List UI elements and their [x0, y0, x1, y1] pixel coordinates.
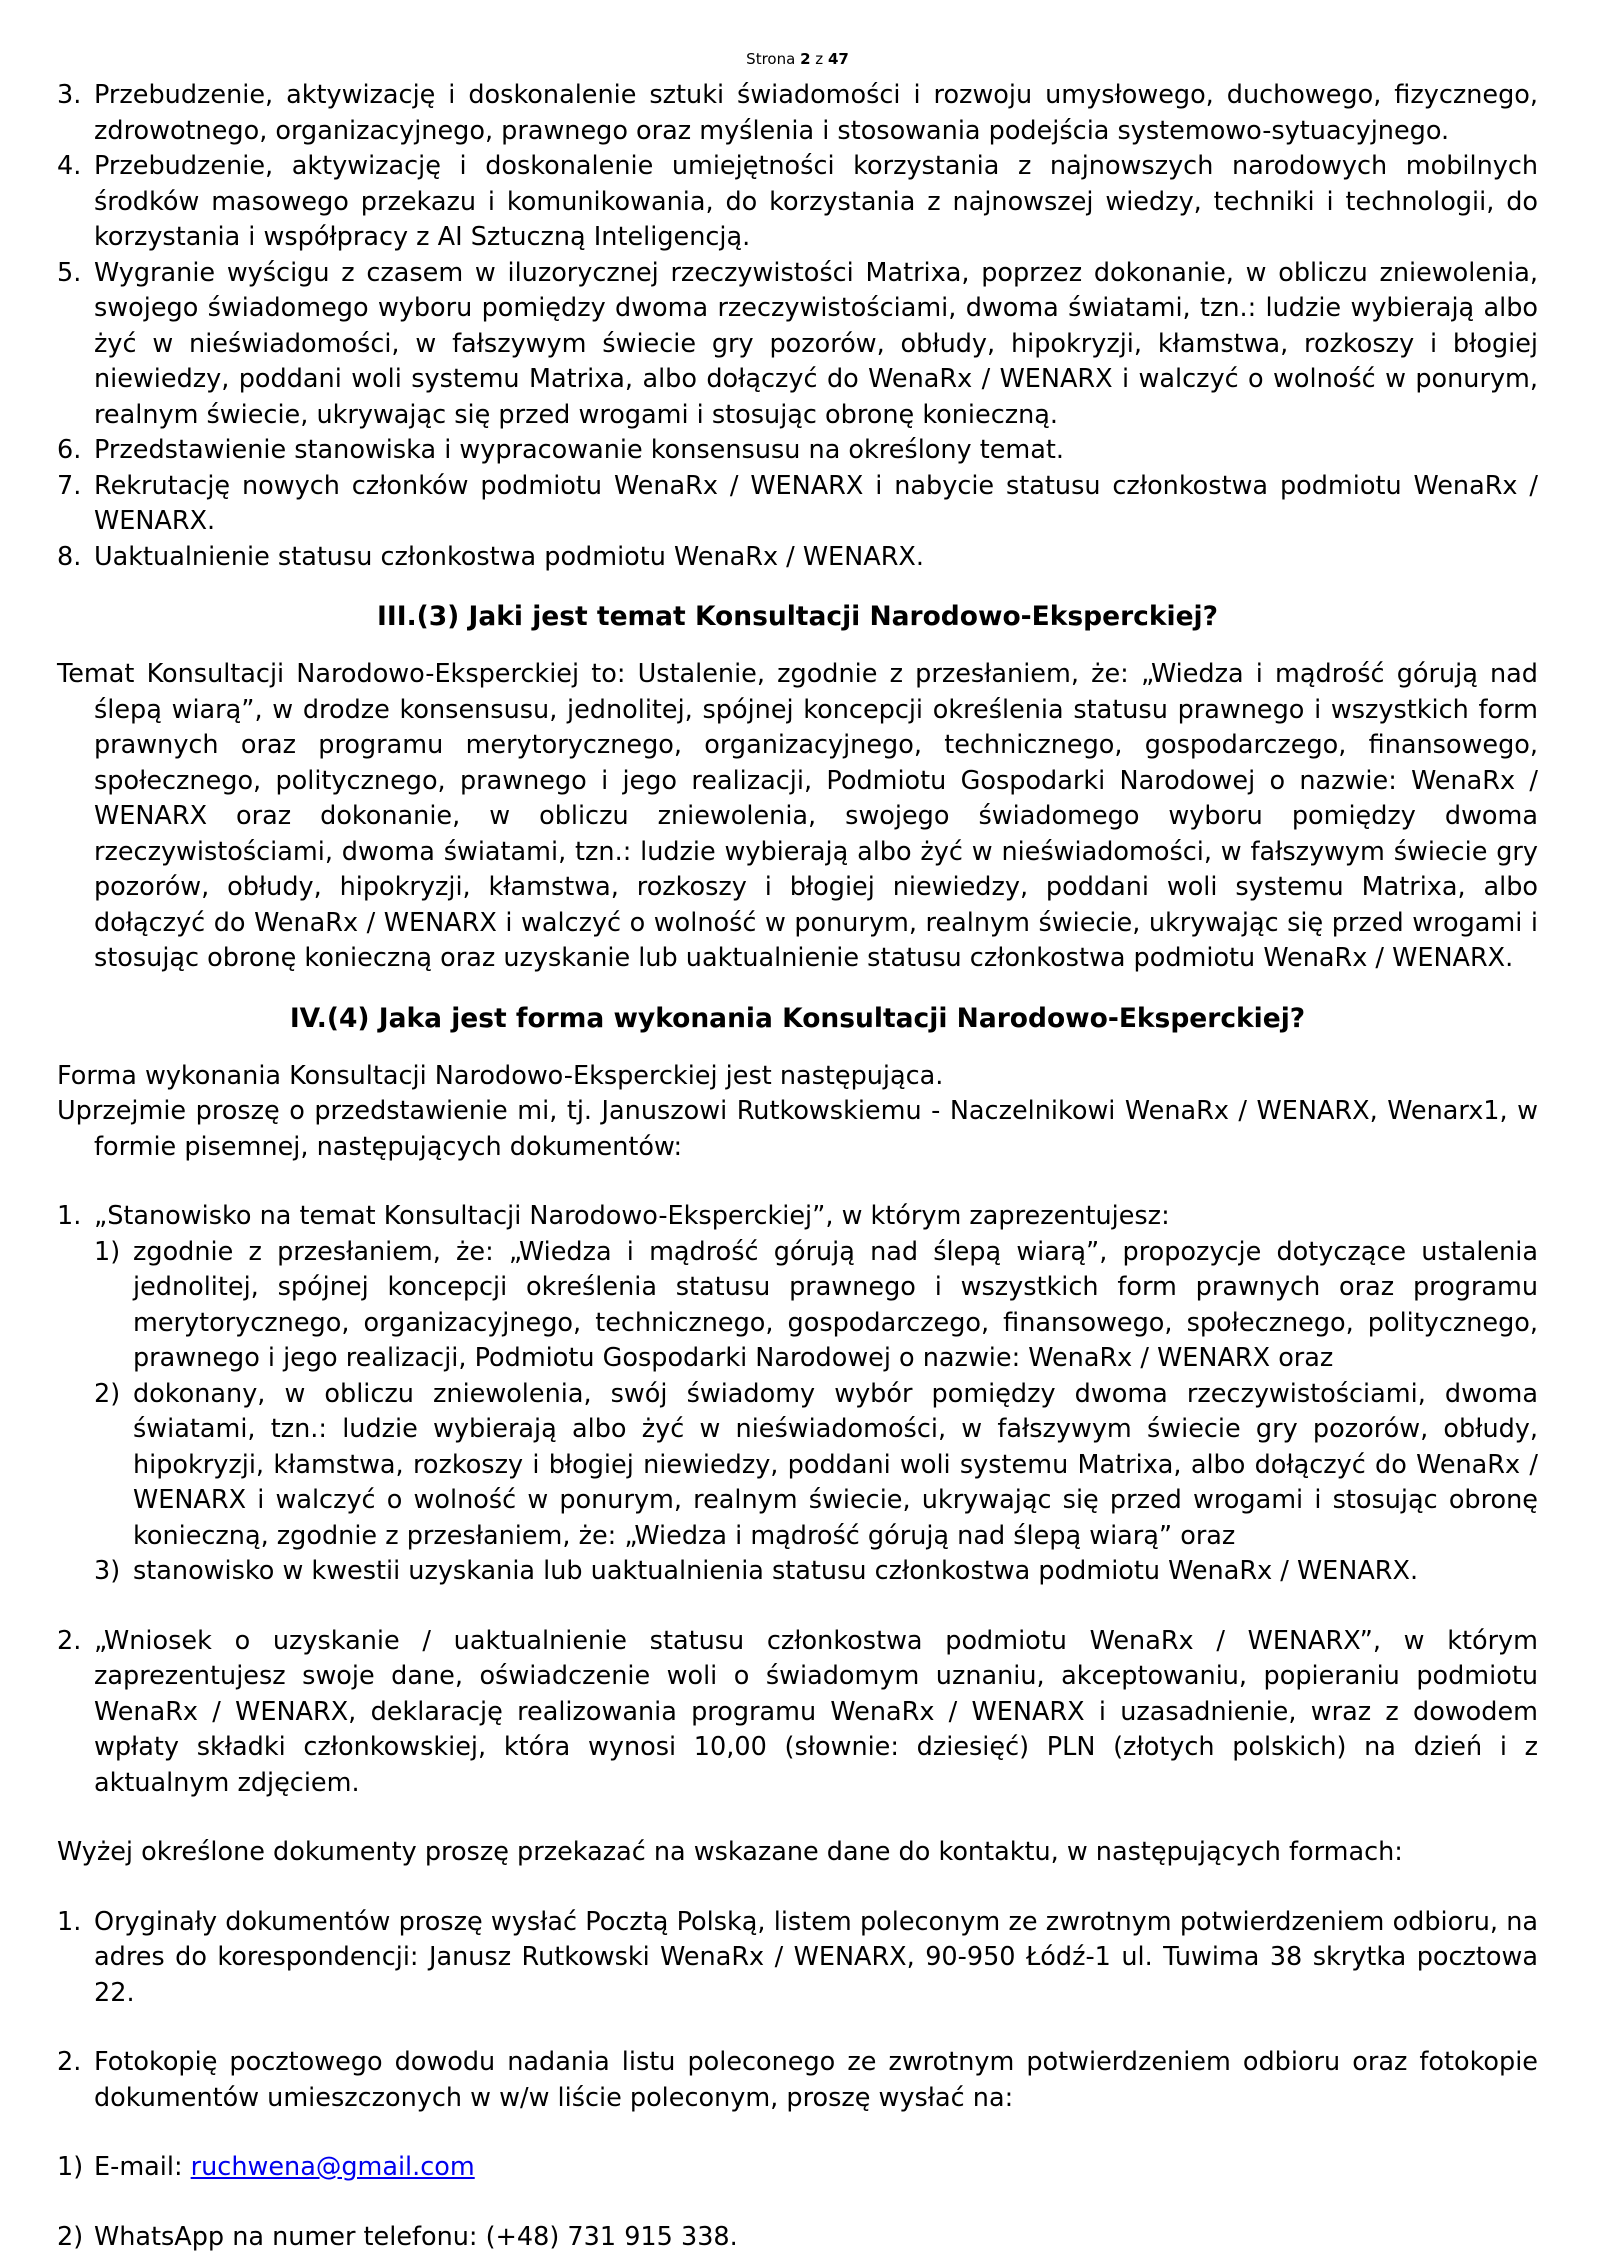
sub-list-item — [94, 1235, 1538, 1377]
spacer — [57, 1801, 1538, 1835]
spacer — [57, 2186, 1538, 2220]
page-number-indicator — [57, 50, 1538, 68]
page-number-prefix: Strona — [746, 50, 796, 68]
list-item-text: Wygranie wyścigu z czasem w iluzorycznej rzeczywistości Matrixa, poprzez dokonanie, w obliczu zniewolenia, swojego świadomego wyboru pomiędzy dwoma rzeczywistościami, dwoma światami, tzn.: ludzie wybierają albo żyć w nieświadomości, w fałszywym świecie gry pozorów, obłudy, hipokryzji, kłamstwa, rozkoszy i błogiej niewiedzy, poddani woli systemu Matrixa, albo dołączyć do WenaRx / WENARX i walczyć o wolność w ponurym, realnym świecie, ukrywając się przed wrogami i stosując obronę konieczną. — [94, 257, 1538, 430]
list-item — [57, 256, 1538, 434]
email-link[interactable]: ruchwena@gmail.com — [190, 2152, 475, 2182]
document-list-item — [57, 1199, 1538, 1590]
paragraph-forma: Forma wykonania Konsultacji Narodowo-Eksperckiej jest następująca. — [57, 1060, 944, 1091]
list-item-number: 7. — [57, 470, 82, 501]
list-item-text: Uaktualnienie statusu członkostwa podmiotu WenaRx / WENARX. — [94, 541, 924, 572]
sub-list-item — [94, 1377, 1538, 1555]
list-item-number: 2. — [57, 1625, 82, 1656]
section-heading-4: IV.(4) Jaka jest forma wykonania Konsultacji Narodowo-Eksperckiej? — [289, 1002, 1306, 1034]
list-item — [57, 469, 1538, 540]
list-item-number: 5. — [57, 257, 82, 288]
document-body — [57, 78, 1538, 2255]
spacer — [57, 1871, 1538, 1905]
document-list-item — [57, 1624, 1538, 1802]
sub-list-item-text: dokonany, w obliczu zniewolenia, swój świadomy wybór pomiędzy dwoma rzeczywistościami, dwoma światami, tzn.: ludzie wybierają albo żyć w nieświadomości, w fałszywym świecie gry pozorów, obłudy, hipokryzji, kłamstwa, rozkoszy i błogiej niewiedzy, poddani woli systemu Matrixa, albo dołączyć do WenaRx / WENARX i walczyć o wolność w ponurym, realnym świecie, ukrywając się przed wrogami i stosując obronę konieczną, zgodnie z przesłaniem, że: „Wiedza i mądrość górują nad ślepą wiarą” oraz — [133, 1378, 1538, 1551]
sub-list-item — [94, 1554, 1538, 1590]
list-item-number: 1. — [57, 1906, 82, 1937]
list-item-number: 6. — [57, 435, 82, 465]
list-item-number: 2. — [57, 2047, 82, 2077]
list-item — [57, 540, 1538, 576]
sub-list-item-text: stanowisko w kwestii uzyskania lub uaktualnienia statusu członkostwa podmiotu WenaRx / WENARX. — [133, 1556, 1419, 1586]
list-item-text: Rekrutację nowych członków podmiotu WenaRx / WENARX i nabycie statusu członkostwa podmiotu WenaRx / WENARX. — [94, 470, 1538, 536]
page-number-current: 2 — [800, 50, 811, 68]
list-item-number: 8. — [57, 541, 82, 572]
list-item-text: Oryginały dokumentów proszę wysłać Pocztą Polską, listem poleconym ze zwrotnym potwierdzeniem odbioru, na adres do korespondencji: Janusz Rutkowski WenaRx / WENARX, 90-950 Łódź-1 ul. Tuwima 38 skrytka pocztowa 22. — [94, 1906, 1538, 2008]
list-item-number: 1) — [57, 2152, 84, 2182]
delivery-list-item — [57, 1905, 1538, 2012]
list-item-number: 1. — [57, 1201, 82, 1231]
sub-list-item-text: zgodnie z przesłaniem, że: „Wiedza i mądrość górują nad ślepą wiarą”, propozycje dotyczące ustalenia jednolitej, spójnej koncepcji określenia statusu prawnego i wszystkich form prawnych oraz programu merytorycznego, organizacyjnego, technicznego, gospodarczego, finansowego, społecznego, politycznego, prawnego i jego realizacji, Podmiotu Gospodarki Narodowej o nazwie: WenaRx / WENARX oraz — [133, 1236, 1538, 1373]
sub-list-item-number: 1) — [94, 1236, 121, 1267]
list-item-text: Fotokopię pocztowego dowodu nadania listu poleconego ze zwrotnym potwierdzeniem odbioru oraz fotokopie dokumentów umieszczonych w w/w liście poleconym, proszę wysłać na: — [94, 2047, 1538, 2113]
contact-email-label: E-mail: — [94, 2152, 191, 2182]
contact-whatsapp-label: WhatsApp na numer telefonu: (+48) 731 915 338. — [94, 2221, 738, 2252]
list-item-text: „Wniosek o uzyskanie / uaktualnienie statusu członkostwa podmiotu WenaRx / WENARX”, w którym zaprezentujesz swoje dane, oświadczenie woli o świadomym uznaniu, akceptowaniu, popieraniu podmiotu WenaRx / WENARX, deklarację realizowania programu WenaRx / WENARX i uzasadnienie, wraz z dowodem wpłaty składki członkowskiej, która wynosi 10,00 (słownie: dziesięć) PLN (złotych polskich) na dzień i z aktualnym zdjęciem. — [94, 1625, 1538, 1798]
section-heading-3: III.(3) Jaki jest temat Konsultacji Narodowo-Eksperckiej? — [376, 601, 1219, 632]
spacer — [57, 1165, 1538, 1199]
list-item-number: 2) — [57, 2221, 84, 2252]
contact-whatsapp-line — [57, 2220, 1538, 2256]
spacer — [57, 2116, 1538, 2150]
list-item-text: Przebudzenie, aktywizację i doskonalenie sztuki świadomości i rozwoju umysłowego, duchowego, fizycznego, zdrowotnego, organizacyjnego, prawnego oraz myślenia i stosowania podejścia systemowo-sytuacyjnego. — [94, 80, 1538, 146]
delivery-list-item — [57, 2045, 1538, 2116]
sub-list-item-number: 3) — [94, 1556, 121, 1586]
list-item-number: 4. — [57, 151, 82, 181]
list-item — [57, 78, 1538, 149]
list-item-number: 3. — [57, 80, 82, 110]
contact-email-line — [57, 2150, 1538, 2186]
spacer — [57, 2011, 1538, 2045]
paragraph-uprzejmie: Uprzejmie proszę o przedstawienie mi, tj. Januszowi Rutkowskiemu - Naczelnikowi WenaRx / WENARX, Wenarx1, w formie pisemnej, następujących dokumentów: — [57, 1096, 1538, 1162]
paragraph-delivery-intro: Wyżej określone dokumenty proszę przekazać na wskazane dane do kontaktu, w następujących formach: — [57, 1837, 1403, 1867]
list-item — [57, 433, 1538, 469]
page-number-total: 47 — [827, 50, 849, 68]
list-item-text: Przebudzenie, aktywizację i doskonalenie umiejętności korzystania z najnowszych narodowych mobilnych środków masowego przekazu i komunikowania, do korzystania z najnowszej wiedzy, techniki i technologii, do korzystania i współpracy z AI Sztuczną Inteligencją. — [94, 151, 1538, 252]
spacer — [57, 1590, 1538, 1624]
paragraph-section-3: Temat Konsultacji Narodowo-Eksperckiej to: Ustalenie, zgodnie z przesłaniem, że: „Wiedza i mądrość górują nad ślepą wiarą”, w drodze konsensusu, jednolitej, spójnej koncepcji określenia statusu prawnego i wszystkich form prawnych oraz programu merytorycznego, organizacyjnego, technicznego, gospodarczego, finansowego, społecznego, politycznego, prawnego i jego realizacji, Podmiotu Gospodarki Narodowej o nazwie: WenaRx / WENARX oraz dokonanie, w obliczu zniewolenia, swojego świadomego wyboru pomiędzy dwoma rzeczywistościami, dwoma światami, tzn.: ludzie wybierają albo żyć w nieświadomości, w fałszywym świecie gry pozorów, obłudy, hipokryzji, kłamstwa, rozkoszy i błogiej niewiedzy, poddani woli systemu Matrixa, albo dołączyć do WenaRx / WENARX i walczyć o wolność w ponurym, realnym świecie, ukrywając się przed wrogami i stosując obronę konieczną oraz uzyskanie lub uaktualnienie statusu członkostwa podmiotu WenaRx / WENARX. — [57, 659, 1538, 973]
list-item-text: Przedstawienie stanowiska i wypracowanie konsensusu na określony temat. — [94, 435, 1064, 465]
list-item — [57, 149, 1538, 256]
page-number-separator: z — [815, 50, 824, 68]
sub-list-item-number: 2) — [94, 1378, 121, 1409]
list-item-text: „Stanowisko na temat Konsultacji Narodowo-Eksperckiej”, w którym zaprezentujesz: — [94, 1201, 1170, 1231]
